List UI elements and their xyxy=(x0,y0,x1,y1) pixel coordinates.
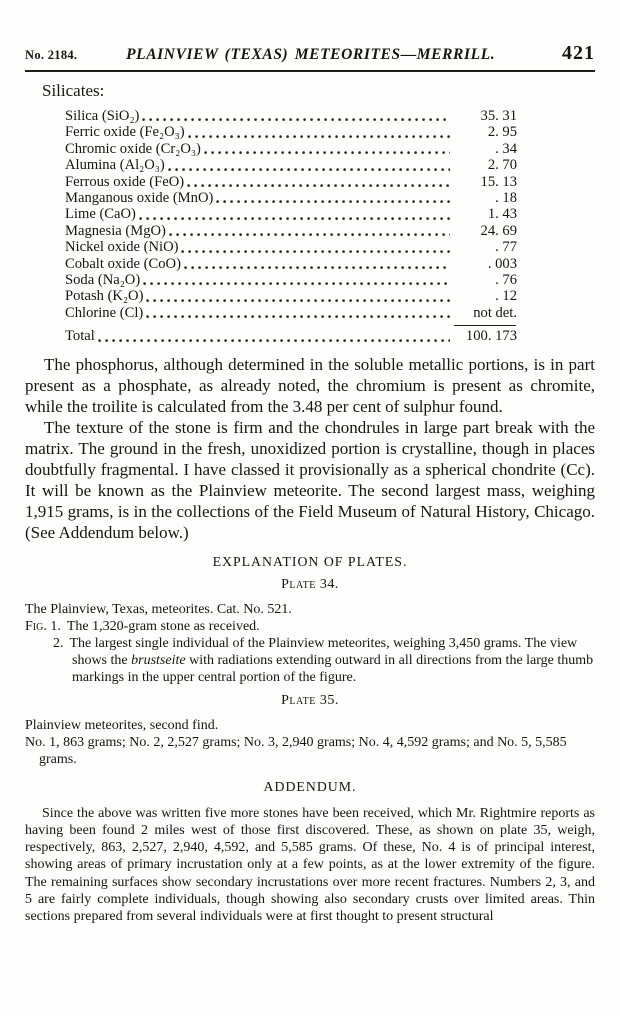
leader-dots xyxy=(181,249,450,254)
header-rule xyxy=(25,70,595,72)
doc-number: No. 2184. xyxy=(25,48,78,62)
leader-dots xyxy=(184,265,450,270)
page-number: 421 xyxy=(562,42,595,64)
plates-heading: EXPLANATION OF PLATES. xyxy=(212,553,408,569)
leader-dots xyxy=(142,117,450,122)
analysis-value: . 12 xyxy=(495,288,517,305)
analysis-value: . 34 xyxy=(495,140,517,157)
leader-dots xyxy=(146,298,450,303)
analysis-value: 35. 31 xyxy=(480,108,517,124)
addendum-paragraph: Since the above was written five more stones have been received, which Mr. Rightmire reports as having been found 2 miles west of those first discovered. These, as shown on plate 35, weigh, respectively, 863, 2,527, 2,940, 4,592, and 5,585 grams. Of these, No. 4 is of principal interest, showing areas of primary incrustation only at a few points, as at the lower extremity of the figure. The remaining surfaces show secondary incrustations over more recent fractures. Numbers 2, 3, and 5 are fairly complete individuals, though showing also secondary crusts over limited areas. Thin sections prepared from several individuals were at first thought to present structural xyxy=(25,805,595,924)
plate-34-caption: Plate 34. xyxy=(281,576,339,592)
figure-1-entry xyxy=(25,618,595,635)
analysis-label: Soda (Na₂O) xyxy=(65,272,141,289)
analysis-row xyxy=(65,108,517,124)
running-title: PLAINVIEW (TEXAS) METEORITES—MERRILL. xyxy=(126,46,496,63)
analysis-label: Chromic oxide (Cr₂O₃) xyxy=(65,140,201,157)
analysis-row xyxy=(65,190,517,206)
analysis-label: Silica (SiO₂) xyxy=(65,108,140,124)
analysis-value: . 003 xyxy=(487,255,517,272)
leader-dots xyxy=(98,338,450,343)
leader-dots xyxy=(188,134,450,139)
analysis-value: . 77 xyxy=(495,239,517,256)
analysis-row xyxy=(65,239,517,255)
analysis-label: Alumina (Al₂O₃) xyxy=(65,157,165,174)
analysis-row xyxy=(65,206,517,222)
analysis-label: Cobalt oxide (CoO) xyxy=(65,255,181,272)
analysis-value: . 76 xyxy=(495,272,517,289)
leader-dots xyxy=(187,183,450,188)
analysis-row xyxy=(65,157,517,173)
analysis-value: 24. 69 xyxy=(480,222,517,239)
leader-dots xyxy=(168,167,450,172)
analysis-rows xyxy=(65,108,517,321)
analysis-value: 1. 43 xyxy=(487,206,517,223)
figure-1-label: Fig. 1. xyxy=(25,618,61,634)
total-row xyxy=(65,328,517,344)
analysis-row xyxy=(65,256,517,272)
paragraph-phosphorus: The phosphorus, although determined in the soluble metallic portions, is in part present as a phosphate, as already noted, the chromium is present as chromite, while the troilite is calculated from the 3.48 per cent of sulphur found. xyxy=(25,354,595,416)
plate-35-caption: Plate 35. xyxy=(281,692,339,708)
figure-2-entry xyxy=(25,635,595,686)
page-header xyxy=(25,42,595,65)
figure-1-text: The 1,320-gram stone as received. xyxy=(66,618,260,634)
paragraph-texture: The texture of the stone is firm and the chondrules in large part break with the matrix. The ground in the fresh, unoxidized portion is crystalline, though in places doubtfully fragmental. I have classed it provisionally as a spherical chondrite (Cc). It will be known as the Plainview meteorite. The second largest mass, weighing 1,915 grams, is in the collections of the Field Museum of Natural History, Chicago. (See Addendum below.) xyxy=(25,417,595,542)
analysis-row xyxy=(65,141,517,157)
leader-dots xyxy=(216,199,450,204)
analysis-label: Ferric oxide (Fe₂O₃) xyxy=(65,124,185,141)
silicates-heading: Silicates: xyxy=(42,81,105,100)
analysis-label: Manganous oxide (MnO) xyxy=(65,190,214,207)
plate-35-line-1: Plainview meteorites, second find. xyxy=(25,717,219,733)
analysis-value: 15. 13 xyxy=(480,173,517,190)
total-rule xyxy=(454,325,516,326)
analysis-label: Lime (CaO) xyxy=(65,206,136,223)
analysis-label: Ferrous oxide (FeO) xyxy=(65,173,185,190)
silicates-table xyxy=(65,108,517,345)
analysis-label: Potash (K₂O) xyxy=(65,288,144,305)
analysis-value: not det. xyxy=(473,304,517,321)
addendum-heading: ADDENDUM. xyxy=(263,778,357,794)
brustseite-italic: brustseite xyxy=(131,652,186,668)
leader-dots xyxy=(146,314,450,319)
leader-dots xyxy=(204,150,450,155)
leader-dots xyxy=(143,281,450,286)
analysis-label: Chlorine (Cl) xyxy=(65,304,144,321)
plate-34-intro: The Plainview, Texas, meteorites. Cat. No. 521. xyxy=(25,601,292,617)
figure-2-text-pre: The largest single individual of the Plainview meteorites, weighing 3,450 grams. The view shows the xyxy=(69,635,578,668)
analysis-value: 2. 70 xyxy=(487,157,517,174)
analysis-value: . 18 xyxy=(495,190,517,207)
analysis-label: Nickel oxide (NiO) xyxy=(65,239,179,256)
analysis-row xyxy=(65,305,517,321)
leader-dots xyxy=(169,232,450,237)
analysis-value: 2. 95 xyxy=(487,124,517,141)
plate-35-line-2: No. 1, 863 grams; No. 2, 2,527 grams; No. 3, 2,940 grams; No. 4, 4,592 grams; and No. 5, 5,585 grams. xyxy=(25,734,567,767)
analysis-row xyxy=(65,288,517,304)
analysis-row xyxy=(65,272,517,288)
analysis-row xyxy=(65,223,517,239)
analysis-label: Magnesia (MgO) xyxy=(65,222,166,239)
figure-2-label: 2. xyxy=(53,635,64,651)
total-label: Total xyxy=(65,328,95,345)
leader-dots xyxy=(139,216,450,221)
analysis-row xyxy=(65,124,517,140)
analysis-row xyxy=(65,174,517,190)
figure-2-text-post: with radiations extending outward in all directions from the large thumb markings in the upper central portion of the figure. xyxy=(72,652,594,685)
total-value: 100. 173 xyxy=(465,328,517,345)
